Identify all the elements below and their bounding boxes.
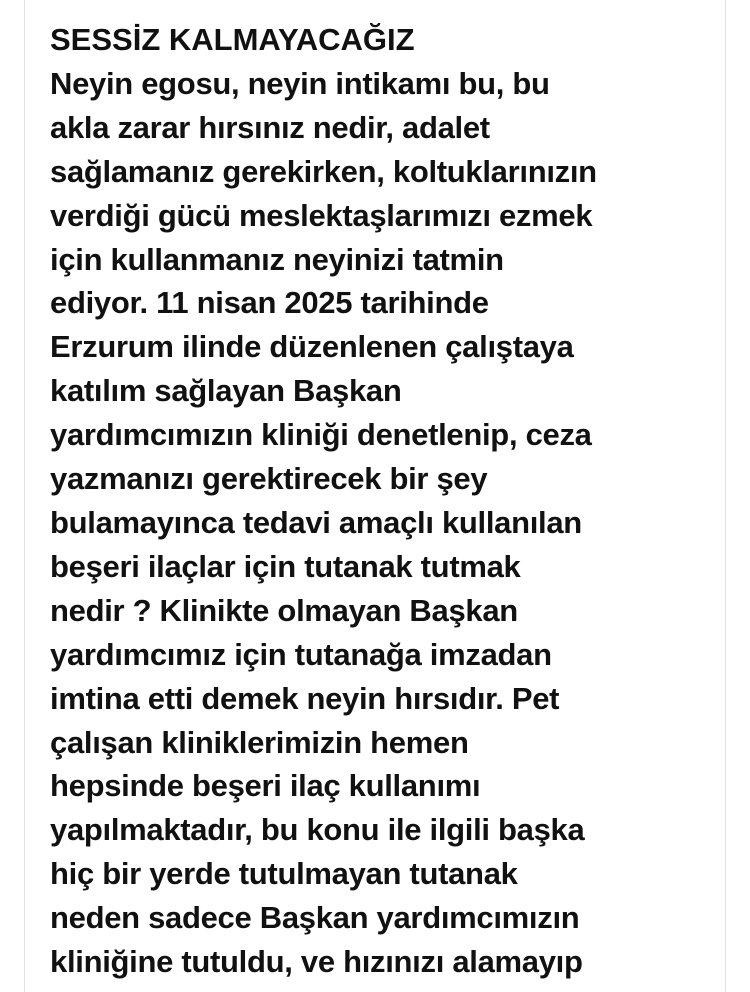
text-line: Neyin egosu, neyin intikamı bu, bu bbox=[50, 65, 550, 101]
text-line: bulamayınca tedavi amaçlı kullanılan bbox=[50, 504, 582, 540]
text-line: yardımcımız için tutanağa imzadan bbox=[50, 636, 552, 672]
text-line: sağlamanız gerekirken, koltuklarınızın bbox=[50, 153, 597, 189]
text-line: çalışan kliniklerimizin hemen bbox=[50, 724, 469, 760]
document-page bbox=[24, 0, 726, 992]
text-line: yapılmaktadır, bu konu ile ilgili başka bbox=[50, 812, 585, 848]
text-line: yardımcımızın kliniği denetlenip, ceza bbox=[50, 417, 592, 453]
text-line: yazmanızı gerektirecek bir şey bbox=[50, 461, 488, 497]
text-line: için kullanmanız neyinizi tatmin bbox=[50, 241, 504, 277]
text-line: akla zarar hırsınız nedir, adalet bbox=[50, 109, 490, 145]
document-heading: SESSİZ KALMAYACAĞIZ bbox=[50, 22, 415, 57]
text-line: ediyor. 11 nisan 2025 tarihinde bbox=[50, 285, 489, 321]
text-line: hepsinde beşeri ilaç kullanımı bbox=[50, 768, 481, 804]
text-line: kliniğine tutuldu, ve hızınızı alamayıp bbox=[50, 944, 583, 980]
text-line: hiç bir yerde tutulmayan tutanak bbox=[50, 856, 518, 892]
text-line: beşeri ilaçlar için tutanak tutmak bbox=[50, 548, 521, 584]
text-line: katılım sağlayan Başkan bbox=[50, 373, 402, 409]
text-line: imtina etti demek neyin hırsıdır. Pet bbox=[50, 680, 560, 716]
document-text bbox=[50, 18, 722, 984]
text-line: verdiği gücü meslektaşlarımızı ezmek bbox=[50, 197, 593, 233]
text-line: nedir ? Klinikte olmayan Başkan bbox=[50, 592, 518, 628]
text-line: neden sadece Başkan yardımcımızın bbox=[50, 900, 580, 936]
text-line: Erzurum ilinde düzenlenen çalıştaya bbox=[50, 329, 574, 365]
